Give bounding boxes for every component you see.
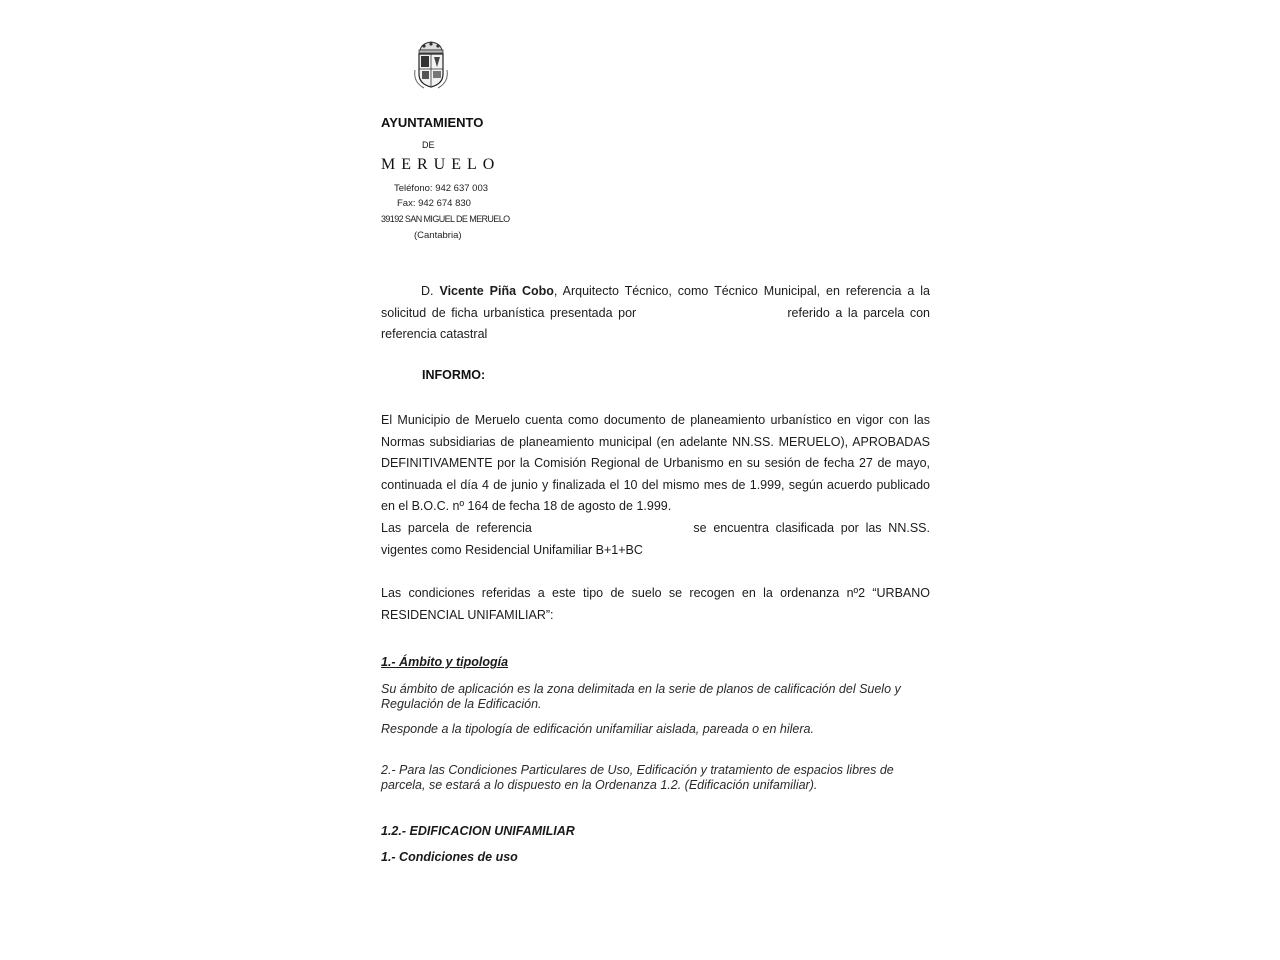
conditions-paragraph: Las condiciones referidas a este tipo de suelo se recogen en la ordenanza nº2 “URBANO RESIDENCIAL UNIFAMILIAR”: <box>381 586 930 622</box>
scope-text-2: Responde a la tipología de edificación unifamiliar aislada, pareada o en hilera. <box>381 722 814 736</box>
council-fax: Fax: 942 674 830 <box>397 198 471 209</box>
technician-name: Vicente Piña Cobo <box>439 284 554 298</box>
intro-paragraph <box>381 281 930 346</box>
intro-text-a: , Arquitecto Técnico, como Técnico Municipal, en referencia a la solicitud de ficha urbanística presentada por <box>381 284 931 320</box>
scope-heading: 1.- Ámbito y tipología <box>381 655 509 669</box>
planning-text-a: El Municipio de Meruelo cuenta como documento de planeamiento urbanístico en vigor con las Normas subsidiarias de planeamiento municipal (en adelante NN.SS. MERUELO), APROBADAS DEFINITIVAMENTE por la Comisión Regional de Urbanismo en su sesión de fecha 27 de mayo, continuada el día 4 de junio y finalizada el 10 del mismo mes de 1.999, según acuerdo publicado en el B.O.C. nº 164 de fecha 18 de agosto de 1.999. <box>381 413 930 514</box>
council-region: (Cantabria) <box>414 230 462 241</box>
informo-heading: INFORMO: <box>422 368 486 382</box>
building-heading: 1.2.- EDIFICACION UNIFAMILIAR <box>381 824 575 838</box>
intro-text-b: referido a la parcela con referencia catastral <box>381 305 930 342</box>
council-address: 39192 SAN MIGUEL DE MERUELO <box>381 214 510 224</box>
planning-text-c: se encuentra clasificada por las NN.SS. vigentes como Residencial Unifamiliar B+1+BC <box>381 520 930 557</box>
scope-text-3: 2.- Para las Condiciones Particulares de Uso, Edificación y tratamiento de espacios libres de parcela, se estará a lo dispuesto en la Ordenanza 1.2. (Edificación unifamiliar). <box>381 763 894 792</box>
council-title: AYUNTAMIENTO <box>381 115 484 130</box>
coat-of-arms-logo <box>412 40 450 90</box>
council-de: DE <box>422 140 435 150</box>
council-telephone: Teléfono: 942 637 003 <box>394 183 489 194</box>
building-subheading: 1.- Condiciones de uso <box>381 850 518 864</box>
intro-prefix: D. <box>421 284 434 298</box>
scope-text-1: Su ámbito de aplicación es la zona delimitada en la serie de planos de calificación del Suelo y Regulación de la Edificación. <box>381 682 901 711</box>
council-town: MERUELO <box>381 156 501 173</box>
planning-paragraph <box>381 410 930 561</box>
planning-text-b: Las parcela de referencia <box>381 520 532 535</box>
